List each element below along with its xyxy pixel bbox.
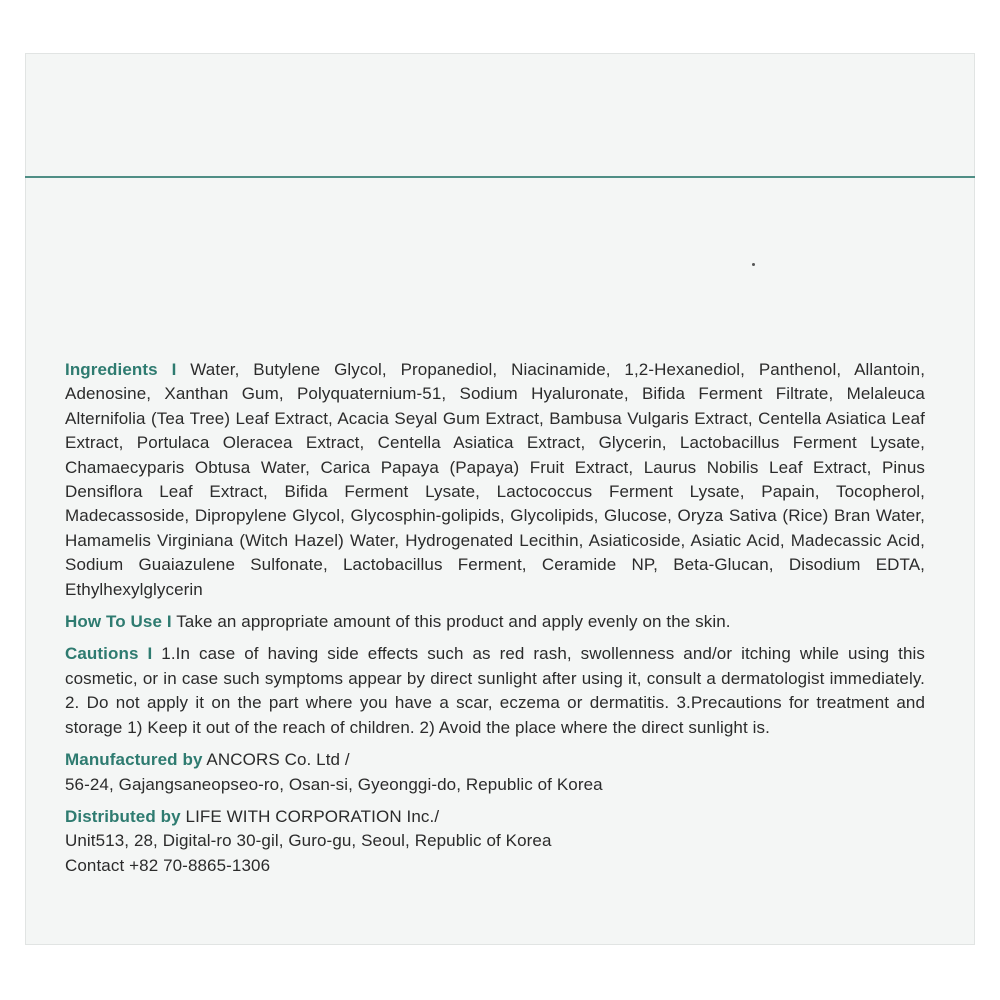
label-text-block bbox=[65, 358, 925, 886]
manufacturer-name: ANCORS Co. Ltd / bbox=[206, 750, 350, 770]
ingredients-label: Ingredients I bbox=[65, 360, 177, 379]
print-speck bbox=[752, 263, 755, 266]
cautions-section bbox=[65, 642, 925, 740]
manufacturer-section bbox=[65, 748, 925, 797]
header-divider bbox=[25, 176, 975, 178]
distributor-name: LIFE WITH CORPORATION Inc./ bbox=[185, 806, 440, 826]
manufacturer-line bbox=[65, 748, 925, 772]
distributor-section bbox=[65, 805, 925, 878]
distributor-line bbox=[65, 805, 925, 829]
how-to-use-label: How To Use I bbox=[65, 612, 172, 632]
distributor-contact: Contact +82 70-8865-1306 bbox=[65, 855, 271, 875]
cautions-text: 1.In case of having side effects such as red rash, swollenness and/or itching while using this cosmetic, or in case such symptoms appear by direct sunlight after using it, consult a dermatologist immediately. 2. Do not apply it on the part where you have a scar, eczema or dermatitis. 3.Precautions for treatment and storage 1) Keep it out of the reach of children. 2) Avoid the place where the direct sunlight is. bbox=[65, 644, 926, 737]
cautions-label: Cautions I bbox=[65, 644, 153, 664]
distributor-label: Distributed by bbox=[65, 806, 181, 826]
distributor-address: Unit513, 28, Digital-ro 30-gil, Guro-gu, Seoul, Republic of Korea bbox=[65, 831, 552, 851]
manufacturer-label: Manufactured by bbox=[65, 750, 203, 770]
ingredients-text: Water, Butylene Glycol, Propanediol, Niacinamide, 1,2-Hexanediol, Panthenol, Allantoin, Adenosine, Xanthan Gum, Polyquaternium-51, Sodium Hyaluronate, Bifida Ferment Filtrate, Melaleuca Alternifolia (Tea Tree) Leaf Extract, Acacia Seyal Gum Extract, Bambusa Vulgaris Extract, Centella Asiatica Leaf Extract, Portulaca Oleracea Extract, Centella Asiatica Extract, Glycerin, Lactobacillus Ferment Lysate, Chamaecyparis Obtusa Water, Carica Papaya (Papaya) Fruit Extract, Laurus Nobilis Leaf Extract, Pinus Densiflora Leaf Extract, Bifida Ferment Lysate, Lactococcus Ferment Lysate, Papain, Tocopherol, Madecassoside, Dipropylene Glycol, Glycosphin-golipids, Glycolipids, Glucose, Oryza Sativa (Rice) Bran Water, Hamamelis Virginiana (Witch Hazel) Water, Hydrogenated Lecithin, Asiaticoside, Asiatic Acid, Madecassic Acid, Sodium Guaiazulene Sulfonate, Lactobacillus Ferment, Ceramide NP, Beta-Glucan, Disodium EDTA, Ethylhexylglycerin bbox=[65, 360, 926, 599]
manufacturer-address: 56-24, Gajangsaneopseo-ro, Osan-si, Gyeonggi-do, Republic of Korea bbox=[65, 774, 603, 794]
how-to-use-section bbox=[65, 610, 925, 634]
how-to-use-text: Take an appropriate amount of this product and apply evenly on the skin. bbox=[176, 612, 731, 632]
ingredients-section bbox=[65, 358, 925, 602]
